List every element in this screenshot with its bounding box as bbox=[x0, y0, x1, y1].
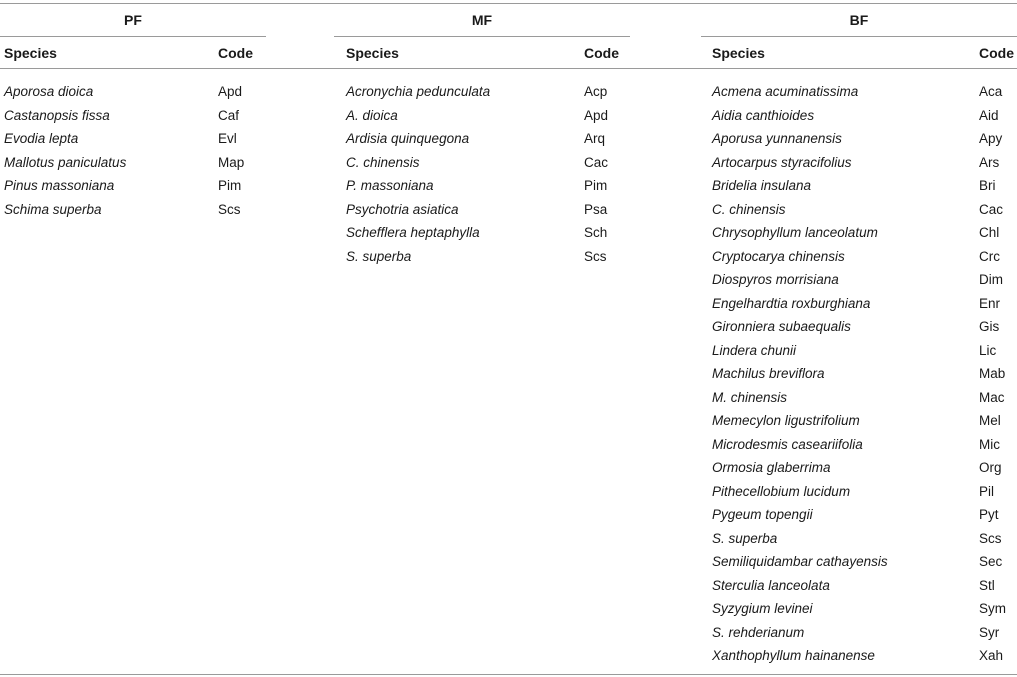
species-header-pf: Species bbox=[4, 45, 57, 61]
code-cell-bf: Aca bbox=[979, 84, 1003, 99]
species-cell-bf: S. rehderianum bbox=[712, 625, 805, 640]
species-cell-bf: Artocarpus styracifolius bbox=[712, 155, 852, 170]
species-header-bf: Species bbox=[712, 45, 765, 61]
species-cell-bf: Diospyros morrisiana bbox=[712, 272, 839, 287]
species-cell-mf: C. chinensis bbox=[346, 155, 420, 170]
species-cell-bf: M. chinensis bbox=[712, 390, 788, 405]
species-cell-pf: Aporosa dioica bbox=[4, 84, 94, 99]
species-cell-bf: Chrysophyllum lanceolatum bbox=[712, 225, 878, 240]
species-cell-bf: C. chinensis bbox=[712, 202, 786, 217]
code-cell-bf: Chl bbox=[979, 225, 1000, 240]
species-cell-bf: Bridelia insulana bbox=[712, 178, 812, 193]
species-cell-bf: Lindera chunii bbox=[712, 343, 797, 358]
code-cell-pf: Scs bbox=[218, 202, 241, 217]
species-cell-bf: Memecylon ligustrifolium bbox=[712, 413, 860, 428]
code-cell-pf: Caf bbox=[218, 108, 240, 123]
group-title-bf: BF bbox=[849, 12, 869, 28]
code-cell-bf: Lic bbox=[979, 343, 997, 358]
code-header-pf: Code bbox=[218, 45, 253, 61]
species-cell-pf: Evodia lepta bbox=[4, 131, 79, 146]
code-cell-mf: Scs bbox=[584, 249, 607, 264]
code-cell-bf: Mel bbox=[979, 413, 1001, 428]
species-cell-pf: Mallotus paniculatus bbox=[4, 155, 127, 170]
code-cell-pf: Pim bbox=[218, 178, 242, 193]
code-cell-mf: Cac bbox=[584, 155, 609, 170]
code-cell-bf: Syr bbox=[979, 625, 1000, 640]
code-cell-bf: Xah bbox=[979, 648, 1004, 663]
species-cell-bf: Ormosia glaberrima bbox=[712, 460, 831, 475]
code-cell-bf: Ars bbox=[979, 155, 1000, 170]
species-cell-bf: Microdesmis caseariifolia bbox=[712, 437, 863, 452]
table-bottom-rule bbox=[0, 674, 1017, 675]
species-cell-mf: Schefflera heptaphylla bbox=[346, 225, 480, 240]
table-top-rule bbox=[0, 3, 1017, 4]
species-cell-bf: Pithecellobium lucidum bbox=[712, 484, 851, 499]
species-cell-bf: Semiliquidambar cathayensis bbox=[712, 554, 888, 569]
code-header-bf: Code bbox=[979, 45, 1014, 61]
code-cell-mf: Pim bbox=[584, 178, 608, 193]
species-cell-pf: Pinus massoniana bbox=[4, 178, 115, 193]
code-cell-bf: Sec bbox=[979, 554, 1003, 569]
code-cell-mf: Acp bbox=[584, 84, 608, 99]
species-cell-mf: Ardisia quinquegona bbox=[346, 131, 470, 146]
code-cell-pf: Map bbox=[218, 155, 245, 170]
code-cell-bf: Dim bbox=[979, 272, 1003, 287]
species-cell-bf: Pygeum topengii bbox=[712, 507, 813, 522]
group-title-mf: MF bbox=[471, 12, 493, 28]
species-cell-mf: Acronychia pedunculata bbox=[346, 84, 491, 99]
code-cell-bf: Org bbox=[979, 460, 1002, 475]
code-cell-bf: Crc bbox=[979, 249, 1000, 264]
header-bottom-rule bbox=[0, 68, 1017, 69]
species-cell-pf: Schima superba bbox=[4, 202, 102, 217]
species-cell-bf: Sterculia lanceolata bbox=[712, 578, 830, 593]
code-cell-bf: Bri bbox=[979, 178, 996, 193]
code-cell-bf: Cac bbox=[979, 202, 1004, 217]
code-cell-bf: Aid bbox=[979, 108, 999, 123]
code-cell-bf: Pil bbox=[979, 484, 995, 499]
species-cell-mf: P. massoniana bbox=[346, 178, 434, 193]
species-cell-mf: S. superba bbox=[346, 249, 412, 264]
group-rule-bf bbox=[701, 36, 1017, 37]
group-rule-mf bbox=[334, 36, 630, 37]
species-cell-bf: Aporusa yunnanensis bbox=[712, 131, 842, 146]
code-cell-bf: Pyt bbox=[979, 507, 999, 522]
code-cell-bf: Stl bbox=[979, 578, 995, 593]
code-cell-bf: Mic bbox=[979, 437, 1000, 452]
code-cell-mf: Sch bbox=[584, 225, 608, 240]
code-cell-mf: Arq bbox=[584, 131, 606, 146]
group-rule-pf bbox=[0, 36, 266, 37]
species-header-mf: Species bbox=[346, 45, 399, 61]
species-cell-bf: Acmena acuminatissima bbox=[712, 84, 859, 99]
species-cell-mf: Psychotria asiatica bbox=[346, 202, 459, 217]
code-cell-bf: Scs bbox=[979, 531, 1002, 546]
code-cell-mf: Psa bbox=[584, 202, 608, 217]
code-cell-pf: Apd bbox=[218, 84, 243, 99]
code-cell-bf: Mab bbox=[979, 366, 1006, 381]
code-cell-mf: Apd bbox=[584, 108, 609, 123]
code-cell-bf: Gis bbox=[979, 319, 1000, 334]
code-cell-bf: Sym bbox=[979, 601, 1006, 616]
species-cell-bf: Cryptocarya chinensis bbox=[712, 249, 845, 264]
code-cell-bf: Apy bbox=[979, 131, 1003, 146]
group-title-pf: PF bbox=[124, 12, 142, 28]
species-cell-bf: Engelhardtia roxburghiana bbox=[712, 296, 871, 311]
code-cell-pf: Evl bbox=[218, 131, 237, 146]
species-cell-mf: A. dioica bbox=[346, 108, 398, 123]
code-cell-bf: Mac bbox=[979, 390, 1005, 405]
species-cell-pf: Castanopsis fissa bbox=[4, 108, 110, 123]
species-cell-bf: Aidia canthioides bbox=[712, 108, 815, 123]
code-cell-bf: Enr bbox=[979, 296, 1001, 311]
species-cell-bf: S. superba bbox=[712, 531, 778, 546]
species-cell-bf: Machilus breviflora bbox=[712, 366, 825, 381]
code-header-mf: Code bbox=[584, 45, 619, 61]
species-cell-bf: Syzygium levinei bbox=[712, 601, 813, 616]
species-cell-bf: Gironniera subaequalis bbox=[712, 319, 851, 334]
species-cell-bf: Xanthophyllum hainanense bbox=[712, 648, 875, 663]
